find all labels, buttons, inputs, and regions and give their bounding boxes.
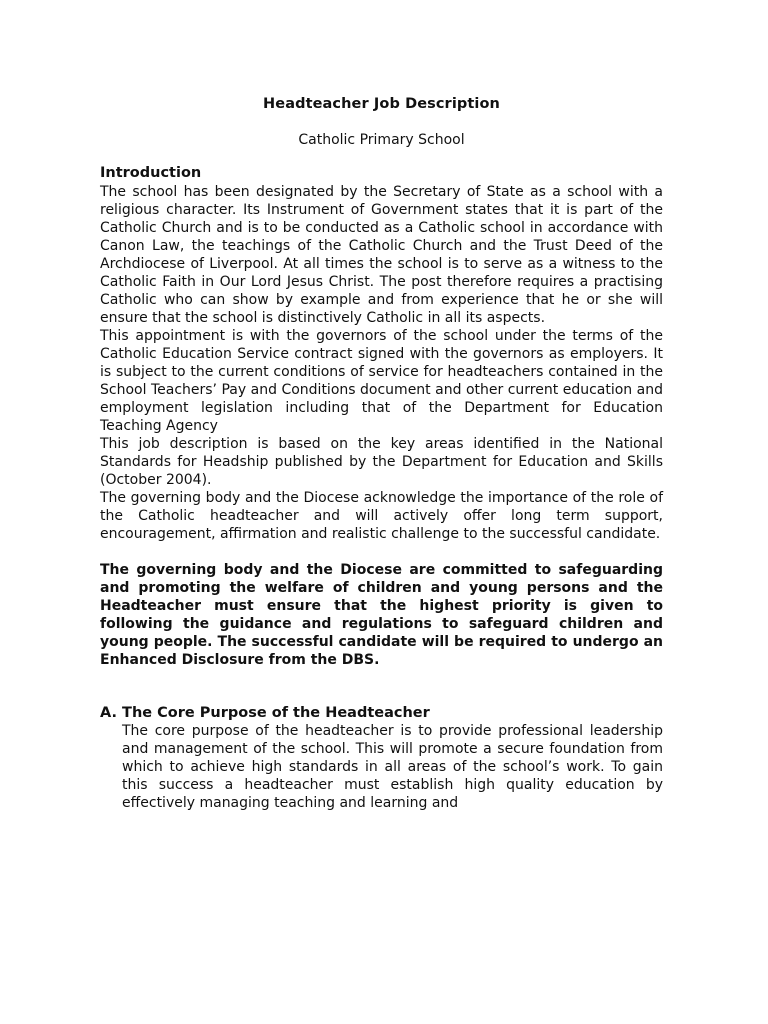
section-core-purpose — [100, 704, 663, 812]
paragraph-national-standards: This job description is based on the key areas identified in the National Standards for Headship published by the Department for Education and Skills (October 2004). — [100, 436, 663, 488]
document-subtitle: Catholic Primary School — [298, 132, 465, 148]
introduction-heading: Introduction — [100, 165, 202, 181]
paragraph-designation: The school has been designated by the Secretary of State as a school with a religious character. Its Instrument of Government states that it is part of the Catholic Church and is to be conducted as a Catholic school in accordance with Canon Law, the teachings of the Catholic Church and the Trust Deed of the Archdiocese of Liverpool. At all times the school is to serve as a witness to the Catholic Faith in Our Lord Jesus Christ. The post therefore requires a practising Catholic who can show by example and from experience that he or she will ensure that the school is distinctively Catholic in all its aspects. — [100, 184, 663, 326]
section-a-text: The core purpose of the headteacher is to provide professional leadership and management of the school. This will promote a secure foundation from which to achieve high standards in all areas of the school’s work. To gain this success a headteacher must establish high quality education by effectively managing teaching and learning and — [122, 723, 663, 811]
document-page — [100, 94, 663, 812]
paragraph-support: The governing body and the Diocese acknowledge the importance of the role of the Catholic headteacher and will actively offer long term support, encouragement, affirmation and realistic challenge to the successful candidate. — [100, 490, 663, 542]
safeguarding-statement: The governing body and the Diocese are committed to safeguarding and promoting the welfare of children and young persons and the Headteacher must ensure that the highest priority is given to following the guidance and regulations to safeguard children and young people. The successful candidate will be required to undergo an Enhanced Disclosure from the DBS. — [100, 562, 663, 668]
document-title: Headteacher Job Description — [263, 96, 500, 112]
section-a-heading: A. The Core Purpose of the Headteacher — [100, 705, 430, 721]
paragraph-appointment: This appointment is with the governors of the school under the terms of the Catholic Education Service contract signed with the governors as employers. It is subject to the current conditions of service for headteachers contained in the School Teachers’ Pay and Conditions document and other current education and employment legislation including that of the Department for Education Teaching Agency — [100, 328, 663, 434]
